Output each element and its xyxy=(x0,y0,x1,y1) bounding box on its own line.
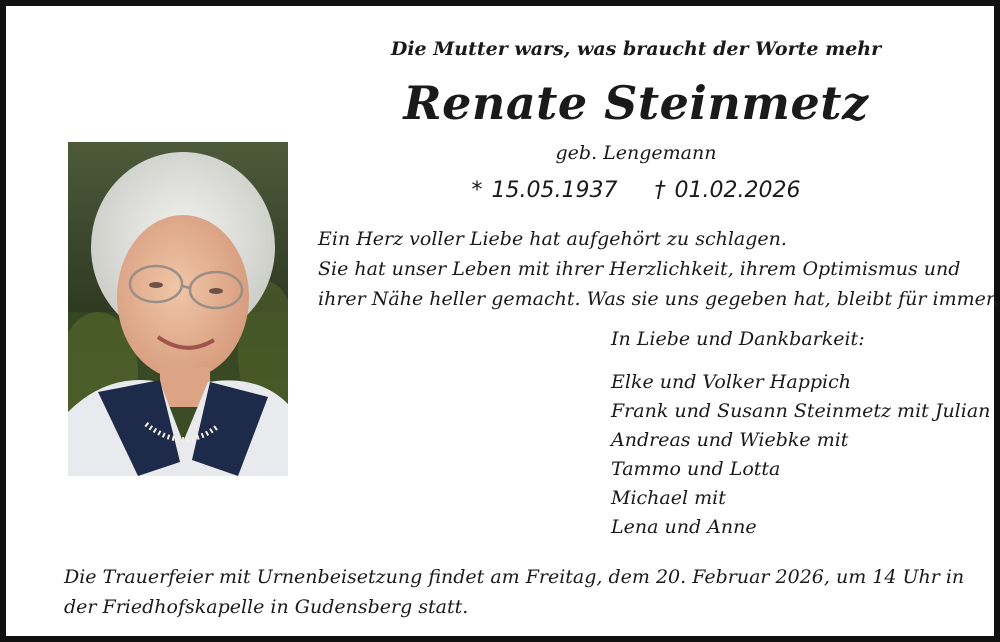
family-line: Frank und Susann Steinmetz mit Julian xyxy=(611,400,991,422)
service-info xyxy=(64,562,964,622)
motto: Die Mutter wars, was braucht der Worte mehr xyxy=(390,38,882,60)
verse-line: ihrer Nähe heller gemacht. Was sie uns gegeben hat, bleibt für immer. xyxy=(318,288,999,310)
deceased-name: Renate Steinmetz xyxy=(403,76,869,130)
family-line: Andreas und Wiebke mit xyxy=(611,429,849,451)
family-line: Michael mit xyxy=(611,487,726,509)
birth-date: * 15.05.1937 xyxy=(471,178,618,203)
family-list xyxy=(611,368,990,542)
verse-line: Ein Herz voller Liebe hat aufgehört zu schlagen. xyxy=(318,228,787,250)
verse-line: Sie hat unser Leben mit ihrer Herzlichkeit, ihrem Optimismus und xyxy=(318,258,961,280)
family-line: Elke und Volker Happich xyxy=(611,371,851,393)
family-line: Tammo und Lotta xyxy=(611,458,781,480)
birth-name: geb. Lengemann xyxy=(555,142,717,164)
verse xyxy=(318,224,999,314)
service-line: der Friedhofskapelle in Gudensberg statt. xyxy=(64,596,469,618)
life-dates xyxy=(306,178,966,203)
service-line: Die Trauerfeier mit Urnenbeisetzung findet am Freitag, dem 20. Februar 2026, um 14 Uhr in xyxy=(64,566,965,588)
portrait-photo xyxy=(68,142,288,476)
death-date: † 01.02.2026 xyxy=(654,178,801,203)
thanks-heading: In Liebe und Dankbarkeit: xyxy=(611,328,865,350)
family-line: Lena und Anne xyxy=(611,516,757,538)
